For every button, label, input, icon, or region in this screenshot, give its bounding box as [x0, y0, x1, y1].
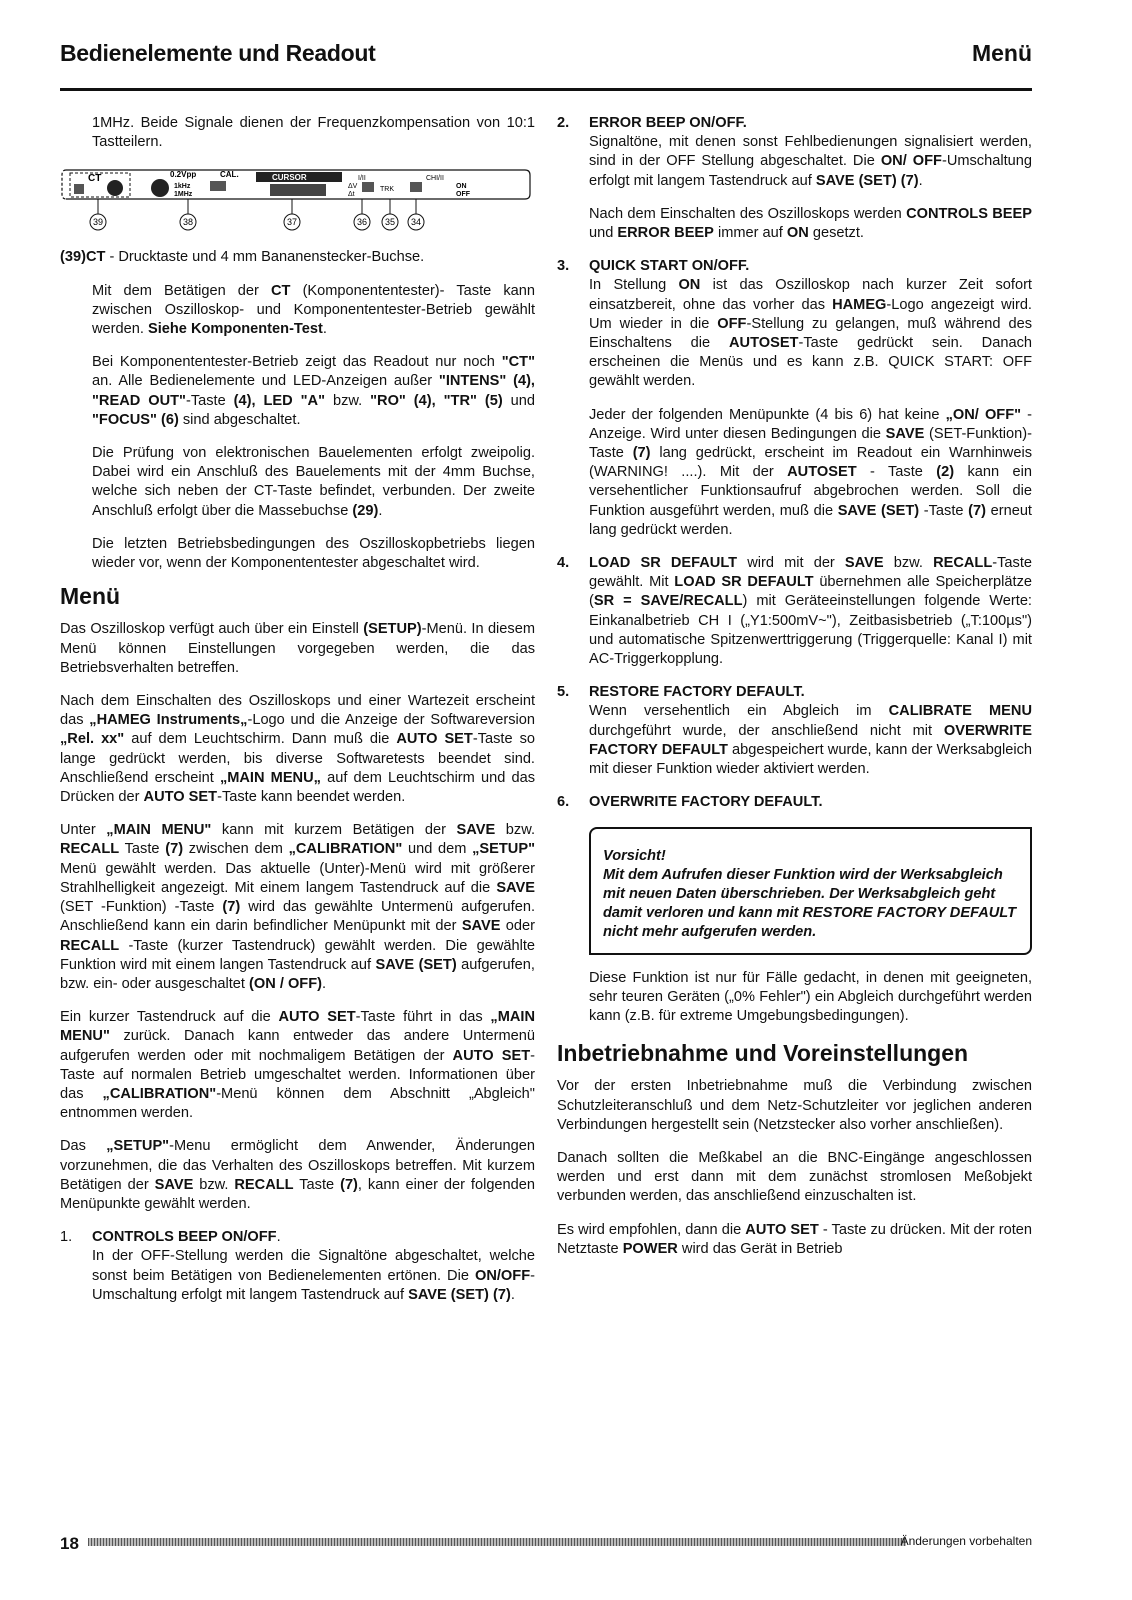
- t: „SETUP": [106, 1138, 170, 1155]
- t: Unter: [60, 822, 107, 839]
- menu-paragraph-5: [60, 1137, 535, 1214]
- front-panel-drawing: [60, 166, 535, 240]
- t: „ON/ OFF": [945, 406, 1022, 423]
- t: -Menü. In diesem Menü können Einstellungen vorgegeben werden, die das Betriebsverhalten betreffen.: [60, 621, 535, 676]
- t: immer auf: [713, 225, 787, 242]
- menu-item-4: [557, 554, 1032, 669]
- menu-item-1: [60, 1228, 535, 1305]
- setup-paragraph-3: [557, 1221, 1032, 1259]
- t: AUTO SET: [745, 1221, 819, 1238]
- readout-paragraph: [60, 353, 535, 430]
- t: RECALL: [60, 841, 120, 858]
- t: SAVE (SET): [837, 502, 920, 519]
- t: SAVE: [844, 555, 884, 572]
- t: (SETUP): [363, 621, 422, 638]
- t: Die Prüfung von elektronischen Bauelementen erfolgt zweipolig. Dabei wird ein Anschluß des Bauelements mit der 4mm Buchse, welche sich neben der CT-Taste befindet, verbunden. Der zweite Anschluß erfolgt über die Massebuchse: [92, 445, 535, 519]
- t: ist das Oszilloskop nach kurzer Zeit sofort einsatzbereit, ohne das vorher das: [589, 277, 1032, 313]
- t: ON: [678, 277, 701, 294]
- restore-paragraph: Die letzten Betriebsbedingungen des Oszilloskopbetriebs liegen wieder vor, wenn der Komponententester abgeschaltet wird.: [92, 535, 535, 572]
- callout-36: 36: [356, 217, 368, 228]
- header-rule: [60, 88, 1032, 91]
- delta-t-label: Δt: [348, 191, 355, 199]
- t: übernehmen alle Speicherplätze (: [589, 574, 1032, 610]
- t: wird mit der: [737, 555, 845, 572]
- item-number: 4.: [557, 555, 570, 572]
- item-number: 5.: [557, 684, 570, 701]
- t: SAVE: [885, 425, 925, 442]
- t: (ON / OFF): [249, 975, 322, 992]
- t: .: [322, 975, 327, 992]
- t: , kann einer der folgenden Menüpunkte gewählt werden.: [60, 1176, 536, 1212]
- factory-note-paragraph: Diese Funktion ist nur für Fälle gedacht, in denen mit geeigneten, sehr teuren Geräten („0% Fehler") ein Abgleich durchgeführt werden kann (z.B. für extreme Umgebungsbedingungen).: [589, 969, 1032, 1024]
- t: LOAD SR DEFAULT: [589, 555, 738, 572]
- t: -Stellung zu gelangen, muß während des Einschaltens die: [589, 315, 1032, 352]
- t: -Taste gewählt. Mit: [589, 555, 1032, 591]
- t: kann ein versehentlicher Funktionsaufruf abgebrochen werden. Soll die Funktion ausgeführt werden, muß die: [589, 464, 1032, 519]
- t: (Komponententester)- Taste kann zwischen Oszilloskop- und Komponententester-Betrieb gewählt werden.: [92, 282, 535, 338]
- t: Ein kurzer Tastendruck auf die: [60, 1009, 279, 1026]
- page-header-section: Menü: [971, 40, 1032, 66]
- t: zwischen dem: [183, 841, 289, 858]
- t: RECALL: [234, 1176, 294, 1193]
- t: „SETUP": [472, 841, 535, 858]
- t: und: [589, 225, 618, 242]
- t: „MAIN MENU": [60, 1009, 535, 1045]
- callout-39: 39: [92, 217, 104, 228]
- t: (4), LED "A": [233, 392, 325, 409]
- t: -Anzeige. Wird unter diesen Bedingungen die: [589, 406, 1032, 442]
- t: (7): [222, 899, 241, 916]
- t: "CT": [501, 354, 535, 371]
- page-header-title: Bedienelemente und Readout: [60, 40, 376, 66]
- page-number: 18: [60, 1534, 79, 1553]
- t: SAVE: [154, 1176, 194, 1193]
- setup-paragraph-1: Vor der ersten Inbetriebnahme muß die Verbindung zwischen Schutzleiteranschluß und dem Netz-Schutzleiter vor jeglichen anderen Verbindungen hergestellt sein (Netzstecker also vorher anschließen).: [557, 1078, 1032, 1133]
- setup-paragraph-2: Danach sollten die Meßkabel an die BNC-Eingänge angeschlossen werden und erst dann mit dem zunächst stromlosen Meßobjekt verbunden werden, das anschließend einzuschalten ist.: [557, 1149, 1032, 1205]
- t: Das Oszilloskop verfügt auch über ein Einstell: [60, 621, 364, 638]
- intro-paragraph: 1MHz. Beide Signale dienen der Frequenzkompensation von 10:1 Tastteilern.: [92, 115, 535, 151]
- ct-button: [74, 184, 84, 194]
- t: -Taste auf normalen Betrieb umgeschaltet werden. Informationen über das: [60, 1047, 535, 1102]
- ct-description: [60, 248, 535, 267]
- t: SR = SAVE/RECALL: [593, 593, 743, 610]
- on-label: ON: [456, 183, 467, 191]
- left-column: [60, 114, 535, 1319]
- caution-title: Vorsicht!: [603, 847, 666, 864]
- t: CALIBRATE MENU: [888, 703, 1032, 720]
- t: -Menü können dem Abschnitt „Abgleich" entnommen werden.: [60, 1085, 535, 1122]
- setup-heading: Inbetriebnahme und Voreinstellungen: [557, 1040, 969, 1067]
- chi-ii-label: CHI/II: [426, 175, 444, 183]
- t: .: [510, 1286, 515, 1303]
- t: (7): [165, 841, 184, 858]
- cal-1khz: 1kHz: [174, 183, 191, 191]
- t: AUTOSET: [729, 335, 799, 352]
- trk-label: TRK: [380, 186, 394, 194]
- item-heading: RESTORE FACTORY DEFAULT.: [589, 684, 805, 701]
- t: „Rel. xx": [60, 731, 125, 748]
- item-number: 2.: [557, 115, 570, 131]
- page-footer: [60, 1534, 1032, 1554]
- ct-label: CT: [88, 173, 102, 185]
- beep-reset-paragraph: [557, 205, 1032, 243]
- warning-hint-paragraph: [557, 406, 1032, 540]
- t: -Taste kann beendet werden.: [217, 789, 406, 806]
- t: bzw.: [495, 822, 536, 839]
- right-column: [557, 114, 1032, 1273]
- t: und: [502, 392, 535, 409]
- t: -Umschaltung erfolgt mit langem Tastendruck auf: [92, 1267, 535, 1303]
- cal-1mhz: 1MHz: [174, 191, 193, 199]
- t: CONTROLS BEEP: [906, 205, 1032, 222]
- t: .: [918, 172, 923, 189]
- t: (2): [936, 464, 955, 481]
- t: „CALIBRATION": [102, 1085, 217, 1102]
- t: Wenn versehentlich ein Abgleich im: [589, 703, 889, 720]
- t: aufgerufen, bzw. ein- oder ausgeschaltet: [60, 956, 535, 992]
- t: Bei Komponententester-Betrieb zeigt das Readout nur noch: [92, 354, 502, 371]
- t: „HAMEG Instruments„: [89, 712, 248, 729]
- t: wird das Gerät in Betrieb: [677, 1240, 843, 1257]
- menu-item-5: [557, 683, 1032, 779]
- callout-37: 37: [286, 217, 298, 228]
- t: auf dem Leuchtschirm. Dann muß die: [124, 731, 397, 748]
- t: SAVE (SET): [375, 956, 457, 973]
- t: (7): [340, 1176, 358, 1193]
- menu-paragraph-3: [60, 821, 535, 994]
- caution-box: [589, 827, 1032, 955]
- t: OVERWRITE FACTORY DEFAULT: [589, 722, 1032, 758]
- t: .: [378, 502, 383, 519]
- t: AUTO SET: [143, 789, 218, 806]
- t: - Taste zu drücken. Mit der roten Netztaste: [557, 1221, 1032, 1257]
- callout-34: 34: [410, 217, 422, 228]
- item-heading: ERROR BEEP ON/OFF.: [589, 115, 747, 131]
- t: Das: [60, 1138, 107, 1155]
- t: ) mit Geräteeinstellungen folgende Werte: Einkanalbetrieb CH I („Y1:500mV~"), Zeitbasisbetrieb („T:100µs") und automatische Spitzenwerttriggerung (Triggerquelle: Kanal I) mit AC-Triggerkopplung.: [589, 593, 1032, 668]
- t: AUTOSET: [787, 464, 857, 481]
- cal-button: [210, 181, 226, 191]
- cal-voltage: 0.2Vpp: [170, 170, 197, 180]
- t: -Taste: [185, 392, 234, 409]
- t: - Taste: [856, 464, 937, 481]
- t: -Logo und die Anzeige der Softwareversion: [247, 712, 535, 729]
- t: Jeder der folgenden Menüpunkte (4 bis 6) hat keine: [589, 406, 946, 423]
- t: ON/ OFF: [880, 153, 942, 170]
- t: bzw.: [325, 392, 371, 409]
- t: sind abgeschaltet.: [178, 411, 301, 428]
- t: (29): [352, 502, 379, 519]
- menu-item-3: [557, 257, 1032, 391]
- item-number: 1.: [60, 1229, 73, 1246]
- t: durchgeführt wurde, der anschließend nicht mit: [589, 722, 944, 739]
- t: -Taste so lange gedrückt werden, bis diverse Softwaretests beendet sind. Anschließend erscheint: [60, 731, 536, 786]
- off-label: OFF: [456, 191, 470, 199]
- t: und dem: [402, 841, 473, 858]
- menu-item-6: [557, 793, 1032, 812]
- menu-paragraph-1: [60, 620, 535, 678]
- test-paragraph: [60, 444, 535, 521]
- delta-v-label: ΔV: [348, 183, 358, 191]
- ct-text: - Drucktaste und 4 mm Bananenstecker-Buchse.: [105, 249, 425, 266]
- cursor-control: [270, 184, 326, 196]
- t: HAMEG: [832, 296, 887, 313]
- cal-label: CAL.: [220, 170, 239, 180]
- t: (SET -Funktion) -Taste: [60, 899, 223, 916]
- t: OFF: [717, 315, 747, 332]
- t: LOAD SR DEFAULT: [674, 574, 814, 591]
- t: Mit dem Betätigen der: [92, 282, 271, 299]
- t: ON: [786, 225, 809, 242]
- t: RECALL: [60, 937, 120, 954]
- cal-socket: [151, 179, 169, 197]
- t: -Taste gedrückt sein. Danach erscheinen die Menüs und es kann z.B. QUICK START: OFF gewählt werden.: [589, 335, 1032, 390]
- t: "INTENS" (4), "READ OUT": [92, 373, 535, 409]
- footer-note: Änderungen vorbehalten: [900, 1534, 1032, 1548]
- t: -Umschaltung erfolgt mit langem Tastendruck auf: [589, 153, 1032, 189]
- t: (7): [968, 502, 986, 519]
- t: (7): [632, 445, 651, 462]
- t: bzw.: [883, 555, 934, 572]
- t: ON/OFF: [474, 1267, 531, 1284]
- t: -Taste: [919, 502, 969, 519]
- t: Es wird empfohlen, dann die: [557, 1221, 746, 1238]
- i-ii-label: I/II: [358, 175, 366, 183]
- t: Signaltöne, mit denen sonst Fehlbedienungen signalisiert werden, sind in der OFF Stellung abgeschaltet. Die: [589, 134, 1032, 170]
- t: „MAIN MENU": [106, 822, 212, 839]
- menu-heading: Menü: [60, 583, 121, 610]
- menu-item-2: [557, 114, 1032, 191]
- t: .: [276, 1229, 281, 1246]
- t: .: [322, 321, 327, 338]
- t: an. Alle Bedienelemente und LED-Anzeigen außer: [92, 373, 439, 390]
- t: „CALIBRATION": [288, 841, 403, 858]
- t: -Logo angezeigt wird. Um wieder in die: [589, 296, 1032, 332]
- item-number: 3.: [557, 258, 570, 275]
- menu-paragraph-4: [60, 1008, 535, 1123]
- item-heading: QUICK START ON/OFF.: [589, 258, 750, 275]
- t: -Taste führt in das: [355, 1009, 491, 1026]
- t: „MAIN MENU„: [219, 769, 321, 786]
- t: AUTO SET: [452, 1047, 531, 1064]
- t: Nach dem Einschalten des Oszilloskops werden: [589, 205, 907, 222]
- t: Menü gewählt werden. Das aktuelle (Unter)-Menü wird mit größerer Strahlhelligkeit angezeigt. Mit einem langem Tastendruck auf die: [60, 860, 535, 896]
- t: "RO" (4), "TR" (5): [370, 392, 503, 409]
- ct-socket: [107, 180, 123, 196]
- item-number: 6.: [557, 794, 570, 811]
- t: abgespeichert wurde, kann der Werksabgleich mit dieser Funktion wieder aktiviert werden.: [589, 741, 1032, 778]
- callout-38: 38: [182, 217, 194, 228]
- t: SAVE (SET) (7): [815, 172, 919, 189]
- cursor-label: CURSOR: [272, 173, 307, 183]
- t: ERROR BEEP: [617, 225, 714, 242]
- item-heading: OVERWRITE FACTORY DEFAULT.: [589, 794, 823, 811]
- t: zurück. Danach kann entweder das andere Untermenü aufgerufen werden oder mit nochmaligem Betätigen der: [60, 1028, 535, 1064]
- t: oder: [500, 918, 535, 935]
- caution-body: Mit dem Aufrufen dieser Funktion wird der Werksabgleich mit neuen Daten überschrieben. Der Werksabgleich geht damit verloren und kann mit RESTORE FACTORY DEFAULT nicht mehr aufgerufen werden.: [603, 866, 1017, 941]
- t: bzw.: [193, 1176, 235, 1193]
- t: (SET-Funktion)-Taste: [589, 425, 1032, 462]
- front-panel-figure: [60, 166, 535, 240]
- t: In der OFF-Stellung werden die Signaltöne abgeschaltet, welche sonst beim Betätigen von Bedienelementen ertönen. Die: [92, 1248, 535, 1284]
- item-heading: CONTROLS BEEP ON/OFF: [92, 1229, 277, 1246]
- t: POWER: [622, 1240, 678, 1257]
- t: Nach dem Einschalten des Oszilloskops und einer Wartezeit erscheint das: [60, 693, 535, 729]
- ct-ref: (39)CT: [60, 249, 106, 266]
- menu-paragraph-2: [60, 692, 535, 807]
- t: lang gedrückt, erscheint im Readout ein Warnhinweis (WARNING! ....). Mit der: [589, 445, 1033, 481]
- t: wird das gewählte Untermenü aufgerufen. Anschließend kann ein darin befindlicher Menüpunkt mit der: [60, 899, 536, 935]
- t: kann mit kurzem Betätigen der: [211, 822, 457, 839]
- t: "FOCUS" (6): [92, 411, 179, 428]
- t: erneut lang gedrückt werden.: [589, 502, 1032, 538]
- t: -Taste (kurzer Tastendruck) gewählt werden. Die gewählte Funktion wird mit einem langen Tastendruck auf: [60, 937, 535, 973]
- t: auf dem Leuchtschirm und das Drücken der: [60, 769, 535, 806]
- t: Taste: [119, 841, 166, 858]
- ct-paragraph: [60, 282, 535, 340]
- footer-bar: [88, 1538, 906, 1546]
- t: -Menu ermöglicht dem Anwender, Änderungen vorzunehmen, die das Verhalten des Oszilloskops betreffen. Mit kurzem Betätigen der: [60, 1138, 535, 1193]
- t: SAVE: [496, 879, 535, 896]
- callout-35: 35: [384, 217, 396, 228]
- t: gesetzt.: [808, 225, 864, 242]
- t: Taste: [293, 1176, 341, 1193]
- t: AUTO SET: [396, 731, 473, 748]
- t: CT: [271, 282, 291, 299]
- t: RECALL: [933, 555, 993, 572]
- t: SAVE (SET) (7): [408, 1286, 511, 1303]
- t: AUTO SET: [278, 1009, 356, 1026]
- t: SAVE: [461, 918, 501, 935]
- cross-ref: Siehe Komponenten-Test: [147, 321, 323, 338]
- t: SAVE: [456, 822, 496, 839]
- t: In Stellung: [589, 277, 679, 294]
